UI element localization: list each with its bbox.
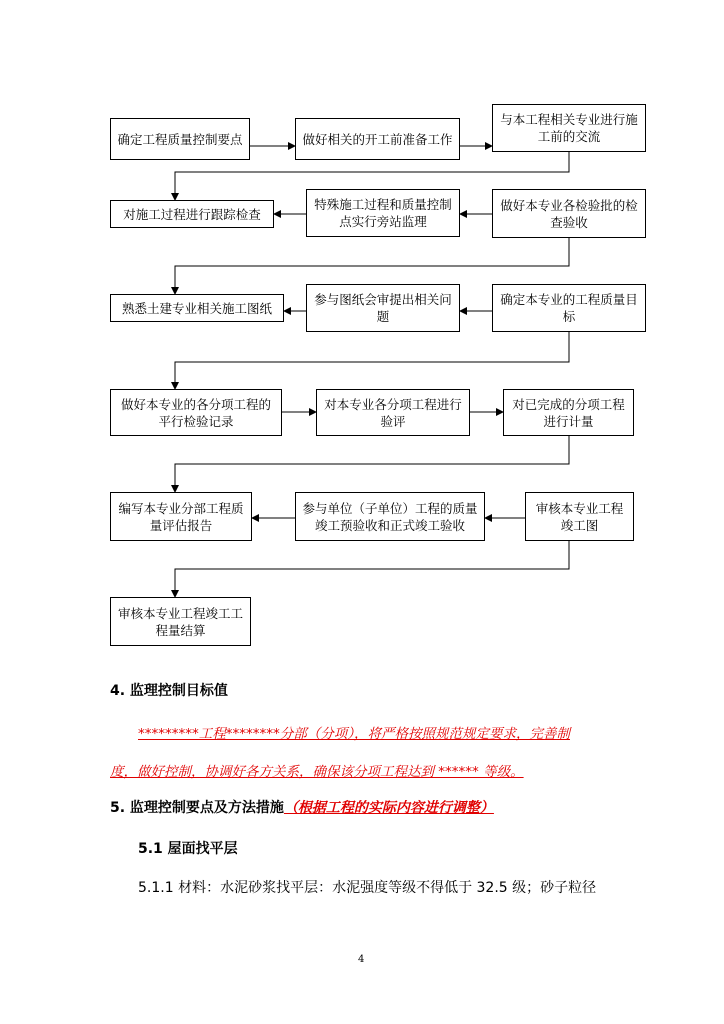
section-5-heading-note: （根据工程的实际内容进行调整） <box>283 800 494 816</box>
connector-r5-r6 <box>175 541 569 597</box>
page-number: 4 <box>358 954 365 965</box>
flow-box-r5-1 <box>110 492 252 541</box>
flow-box-label: 审核本专业工程竣工工程量结算 <box>117 605 243 638</box>
flow-box-label: 对本专业各分项工程进行验评 <box>324 396 462 429</box>
flow-box-label: 审核本专业工程竣工图 <box>535 500 624 533</box>
flow-box-r1-1 <box>110 118 250 160</box>
flow-box-r3-2 <box>306 284 460 332</box>
flow-box-r1-3 <box>492 104 646 152</box>
flow-box-r3-1 <box>110 294 284 322</box>
flow-box-label: 参与单位（子单位）工程的质量竣工预验收和正式竣工验收 <box>302 500 478 533</box>
section-5-heading-text: 5. 监理控制要点及方法措施 <box>110 800 284 816</box>
section-4-note-line-2: 度，做好控制，协调好各方关系，确保该分项工程达到 ****** 等级。 <box>110 764 524 780</box>
flow-box-label: 做好本专业的各分项工程的平行检验记录 <box>120 396 271 429</box>
flow-box-label: 确定本专业的工程质量目标 <box>500 292 638 324</box>
flow-box-label: 编写本专业分部工程质量评估报告 <box>118 500 244 533</box>
flow-box-label: 对已完成的分项工程进行计量 <box>512 396 625 429</box>
connector-r3-r4 <box>175 332 569 389</box>
flow-box-r3-3 <box>492 284 646 332</box>
flow-box-r4-1 <box>110 389 282 436</box>
flow-box-r4-2 <box>316 389 470 436</box>
flow-box-r1-2 <box>295 118 460 160</box>
section-4-heading: 4. 监理控制目标值 <box>110 683 228 699</box>
flow-box-label: 做好本专业各检验批的检查验收 <box>500 197 638 230</box>
flow-box-label: 参与图纸会审提出相关问题 <box>314 292 452 324</box>
section-4-note-line-1: *********工程********分部（分项），将严格按照规范规定要求，完善制 <box>138 726 570 742</box>
flow-box-r2-3 <box>492 189 646 238</box>
connector-r4-r5 <box>175 436 569 492</box>
flow-box-label: 做好相关的开工前准备工作 <box>302 131 453 147</box>
flow-box-label: 对施工过程进行跟踪检查 <box>123 206 261 222</box>
flow-box-r4-3 <box>503 389 634 436</box>
flow-box-r2-2 <box>306 189 460 237</box>
flow-box-label: 确定工程质量控制要点 <box>117 131 243 147</box>
flow-box-r6-1 <box>110 597 251 646</box>
section-5-1-1-paragraph: 5.1.1 材料：水泥砂浆找平层：水泥强度等级不得低于 32.5 级；砂子粒径 <box>138 880 597 896</box>
flow-box-label: 与本工程相关专业进行施工前的交流 <box>500 112 638 144</box>
flow-box-label: 熟悉土建专业相关施工图纸 <box>121 300 272 316</box>
flow-box-r5-3 <box>525 492 634 541</box>
flow-box-r2-1 <box>110 200 274 228</box>
section-5-1-heading: 5.1 屋面找平层 <box>138 841 238 857</box>
flow-box-label: 特殊施工过程和质量控制点实行旁站监理 <box>314 197 452 229</box>
section-5-heading <box>110 797 494 817</box>
flow-box-r5-2 <box>295 492 485 541</box>
